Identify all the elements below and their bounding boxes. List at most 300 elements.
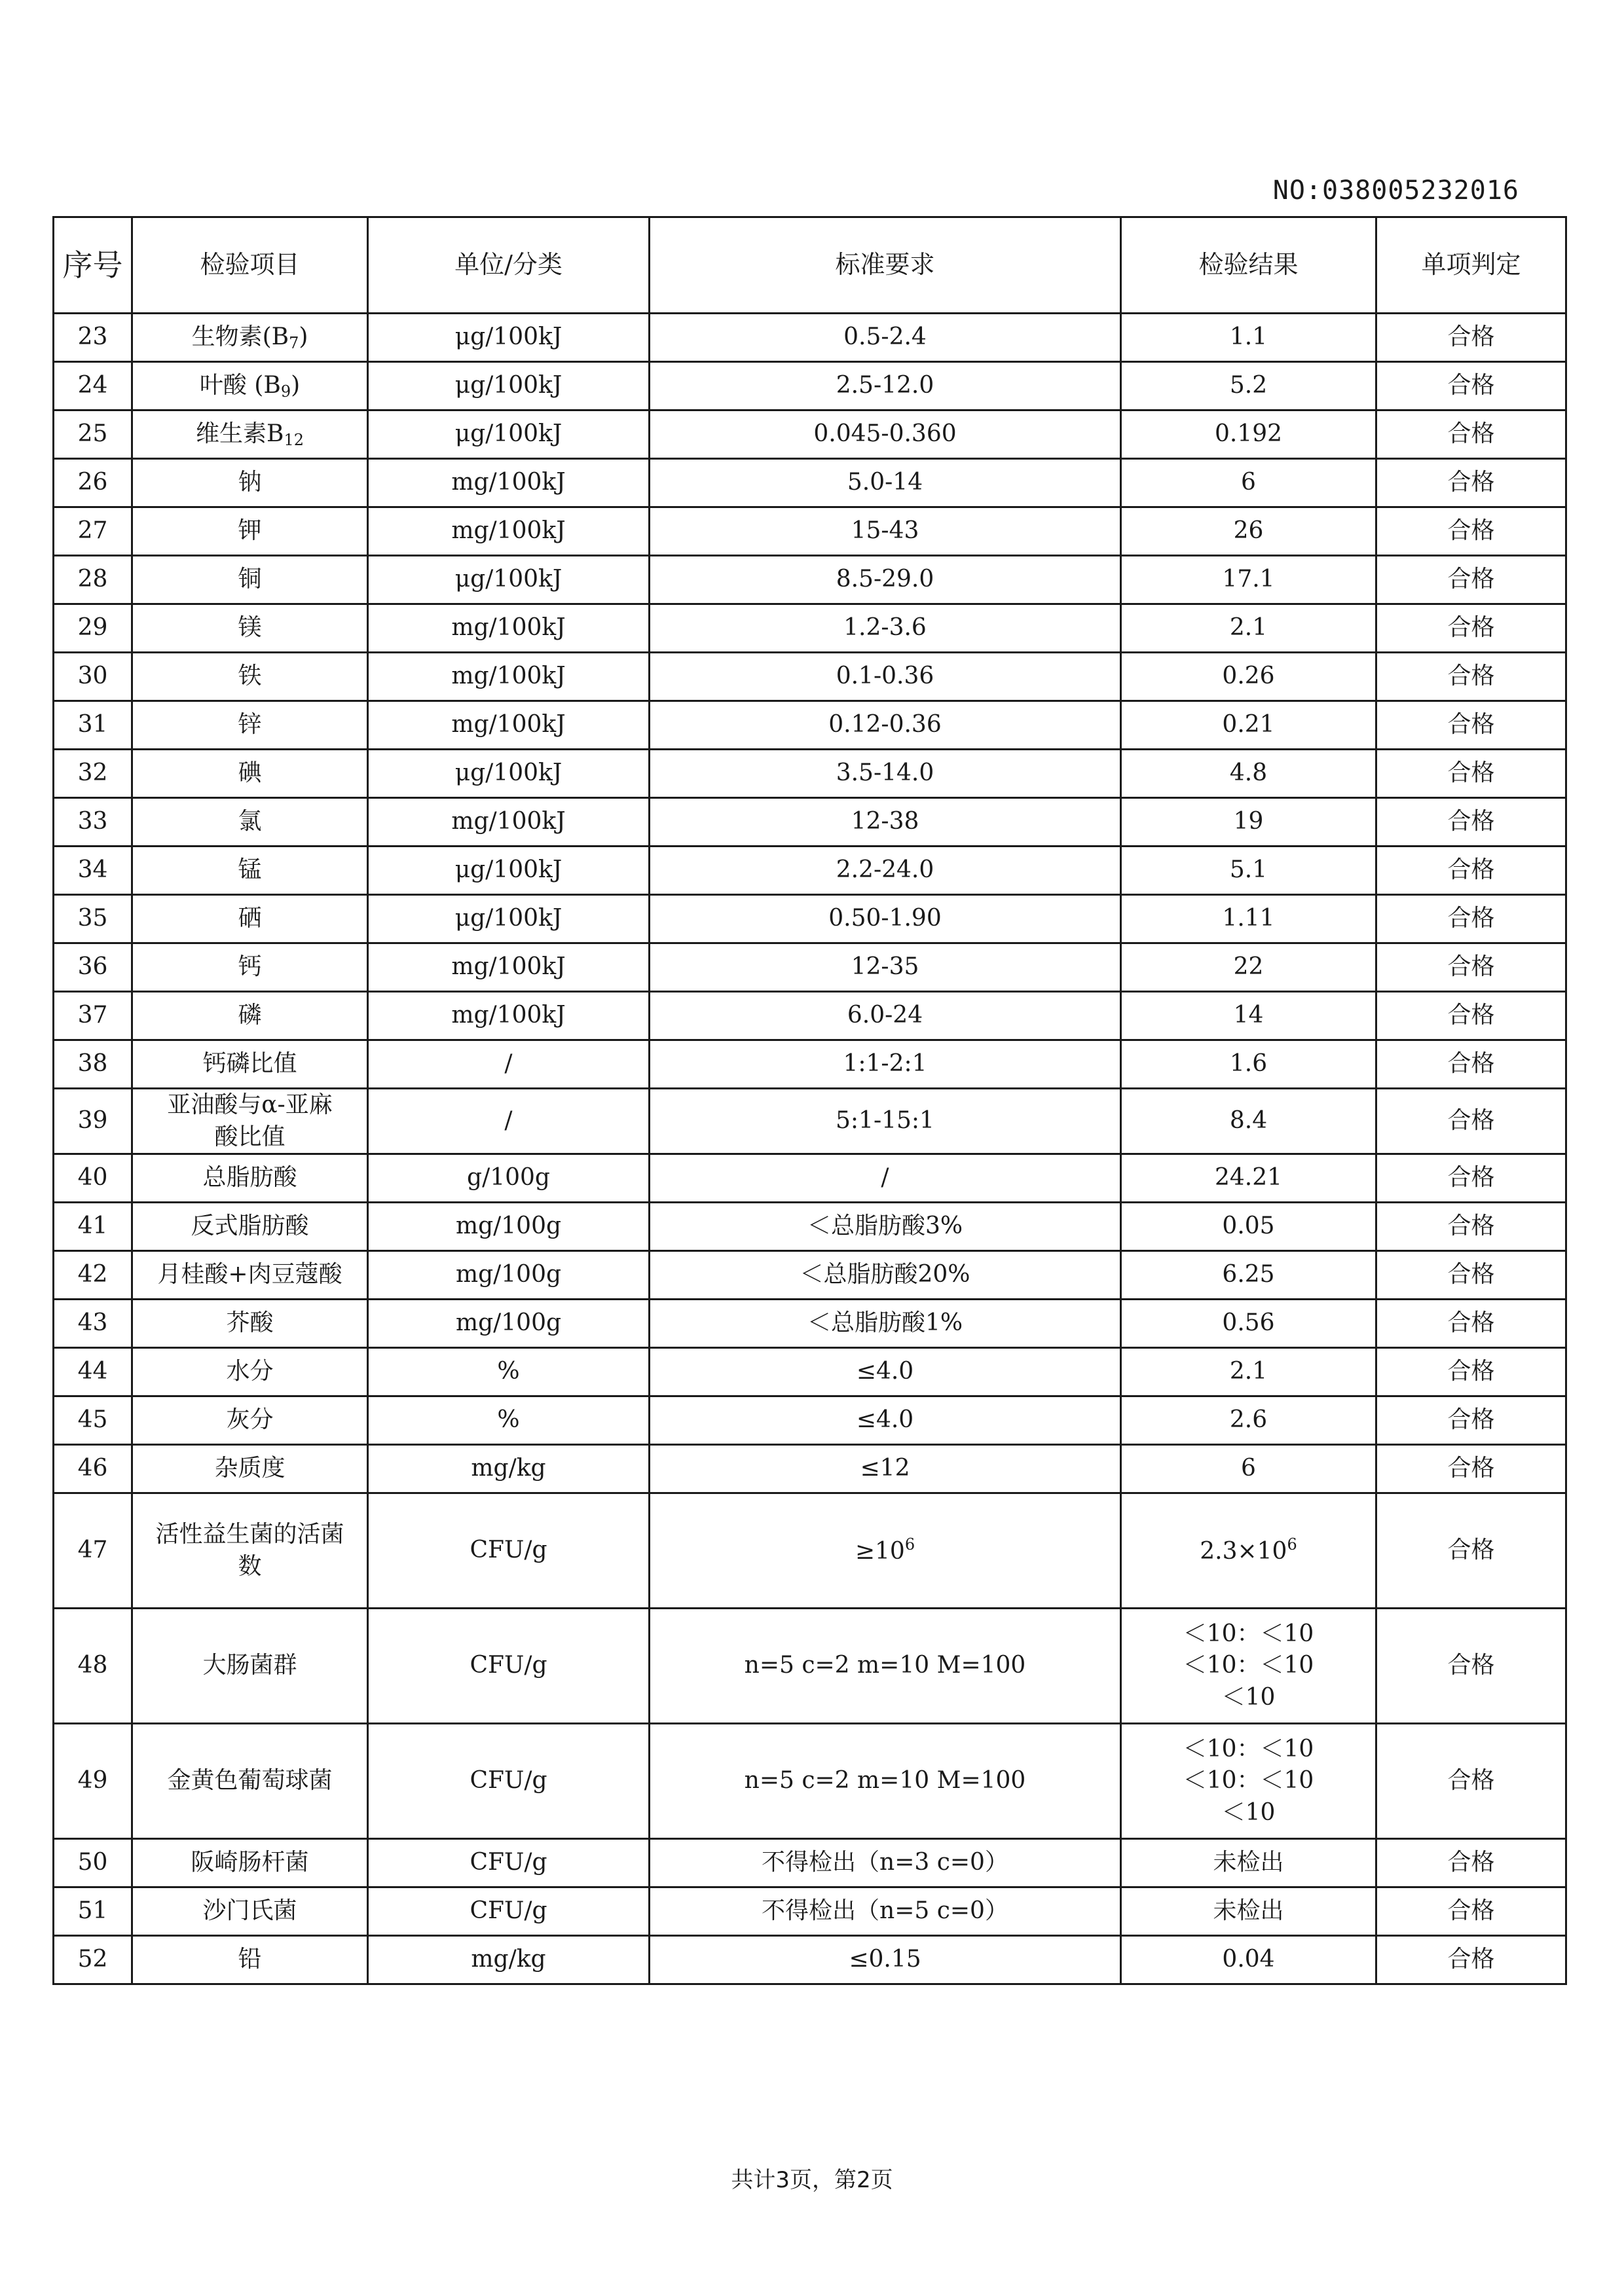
unit-text: mg/kg <box>471 1455 546 1482</box>
cell-seq <box>54 1396 132 1445</box>
table-row <box>54 362 1566 410</box>
cell-seq <box>54 1609 132 1724</box>
table-row <box>54 1887 1566 1936</box>
header-seq: 序号 <box>54 217 132 314</box>
cell-unit <box>368 847 650 895</box>
cell-judgement <box>1376 1251 1566 1300</box>
table-row <box>54 1724 1566 1839</box>
unit-text: mg/100kJ <box>451 663 566 690</box>
unit-text: mg/100g <box>455 1212 562 1240</box>
item-text: 铅 <box>238 1946 262 1973</box>
cell-unit <box>368 1493 650 1609</box>
item-text: 活性益生菌的活菌 <box>155 1521 344 1548</box>
cell-seq <box>54 362 132 410</box>
cell-unit <box>368 459 650 507</box>
unit-text: CFU/g <box>470 1537 547 1564</box>
item-text: 月桂酸+肉豆蔻酸 <box>157 1261 342 1288</box>
result-text: 1.11 <box>1222 905 1275 932</box>
cell-unit <box>368 1396 650 1445</box>
unit-text: % <box>497 1358 520 1385</box>
cell-seq <box>54 798 132 847</box>
judgement-text: 合格 <box>1447 1164 1495 1192</box>
item-subscript: 7 <box>289 333 299 352</box>
item-text-line2: 数 <box>238 1552 262 1580</box>
cell-result <box>1121 362 1376 410</box>
seq-text: 34 <box>77 856 108 884</box>
standard-text: 1:1-2:1 <box>843 1050 927 1078</box>
cell-unit <box>368 1724 650 1839</box>
cell-judgement <box>1376 1445 1566 1493</box>
unit-text: g/100g <box>467 1164 550 1192</box>
cell-result <box>1121 1839 1376 1887</box>
unit-text: μg/100kJ <box>454 856 563 884</box>
cell-item <box>132 1040 368 1089</box>
unit-text: mg/100kJ <box>451 953 566 981</box>
header-unit: 单位/分类 <box>368 217 650 314</box>
cell-judgement <box>1376 1936 1566 1984</box>
seq-text: 33 <box>77 808 108 835</box>
cell-item <box>132 750 368 798</box>
table-row <box>54 653 1566 701</box>
cell-item <box>132 410 368 459</box>
result-text: 0.04 <box>1222 1946 1275 1973</box>
cell-result <box>1121 653 1376 701</box>
unit-text: mg/100kJ <box>451 469 566 496</box>
cell-result <box>1121 798 1376 847</box>
judgement-text: 合格 <box>1447 1767 1495 1795</box>
result-text: 17.1 <box>1222 566 1275 593</box>
cell-result <box>1121 459 1376 507</box>
report-number: NO:038005232016 <box>1272 175 1519 206</box>
standard-text: 5.0-14 <box>847 469 923 496</box>
cell-seq <box>54 1348 132 1396</box>
cell-unit <box>368 1839 650 1887</box>
result-text: 未检出 <box>1213 1897 1284 1925</box>
standard-text: n=5 c=2 m=10 M=100 <box>744 1652 1026 1679</box>
table-row <box>54 1609 1566 1724</box>
cell-unit <box>368 1936 650 1984</box>
result-text: 0.26 <box>1222 663 1275 690</box>
judgement-text: 合格 <box>1447 1455 1495 1482</box>
cell-unit <box>368 701 650 750</box>
cell-standard <box>650 1040 1121 1089</box>
standard-text: ＜总脂肪酸1% <box>807 1309 963 1337</box>
cell-judgement <box>1376 943 1566 992</box>
table-row <box>54 847 1566 895</box>
seq-text: 43 <box>77 1309 108 1337</box>
cell-judgement <box>1376 362 1566 410</box>
cell-item <box>132 459 368 507</box>
result-line: ＜10：＜10 <box>1183 1620 1314 1647</box>
result-line: ＜10 <box>1221 1683 1276 1711</box>
table-row <box>54 1300 1566 1348</box>
standard-text: 0.5-2.4 <box>843 323 927 351</box>
unit-text: mg/100kJ <box>451 808 566 835</box>
seq-text: 51 <box>77 1897 108 1925</box>
seq-text: 48 <box>77 1652 108 1679</box>
item-text: 总脂肪酸 <box>202 1164 297 1192</box>
judgement-text: 合格 <box>1447 905 1495 932</box>
unit-text: CFU/g <box>470 1897 547 1925</box>
cell-standard <box>650 1887 1121 1936</box>
cell-standard <box>650 798 1121 847</box>
judgement-text: 合格 <box>1447 420 1495 448</box>
cell-judgement <box>1376 750 1566 798</box>
table-row <box>54 1203 1566 1251</box>
cell-result <box>1121 943 1376 992</box>
unit-text: mg/100g <box>455 1261 562 1288</box>
cell-result <box>1121 1493 1376 1609</box>
cell-standard <box>650 943 1121 992</box>
cell-standard <box>650 459 1121 507</box>
cell-judgement <box>1376 1300 1566 1348</box>
table-row <box>54 943 1566 992</box>
item-text: 生物素(B <box>191 323 289 350</box>
cell-item <box>132 653 368 701</box>
cell-judgement <box>1376 1348 1566 1396</box>
seq-text: 30 <box>77 663 108 690</box>
table-row <box>54 459 1566 507</box>
item-text: 金黄色葡萄球菌 <box>167 1767 333 1795</box>
cell-item <box>132 1396 368 1445</box>
table-row <box>54 1040 1566 1089</box>
result-line: ＜10：＜10 <box>1183 1735 1314 1762</box>
cell-seq <box>54 1839 132 1887</box>
item-text: 钙磷比值 <box>202 1050 297 1078</box>
unit-text: mg/100g <box>455 1309 562 1337</box>
item-text-line2: 酸比值 <box>214 1123 286 1150</box>
seq-text: 46 <box>77 1455 108 1482</box>
standard-text: 8.5-29.0 <box>836 566 934 593</box>
table-row <box>54 1396 1566 1445</box>
cell-unit <box>368 653 650 701</box>
unit-text: mg/100kJ <box>451 517 566 545</box>
seq-text: 28 <box>77 566 108 593</box>
cell-seq <box>54 1445 132 1493</box>
cell-judgement <box>1376 507 1566 556</box>
header-result: 检验结果 <box>1121 217 1376 314</box>
cell-judgement <box>1376 1089 1566 1154</box>
unit-text: μg/100kJ <box>454 420 563 448</box>
judgement-text: 合格 <box>1447 1107 1495 1135</box>
item-text: 反式脂肪酸 <box>191 1212 309 1240</box>
item-text: 铜 <box>238 566 262 593</box>
cell-judgement <box>1376 1839 1566 1887</box>
result-text: 19 <box>1233 808 1264 835</box>
cell-unit <box>368 798 650 847</box>
cell-result <box>1121 410 1376 459</box>
cell-judgement <box>1376 798 1566 847</box>
seq-text: 45 <box>77 1406 108 1434</box>
unit-text: CFU/g <box>470 1849 547 1876</box>
result-text: 24.21 <box>1214 1164 1283 1192</box>
cell-result <box>1121 1089 1376 1154</box>
result-text: 5.2 <box>1229 372 1268 399</box>
unit-text: mg/kg <box>471 1946 546 1973</box>
cell-judgement <box>1376 847 1566 895</box>
cell-seq <box>54 507 132 556</box>
cell-seq <box>54 1724 132 1839</box>
seq-text: 23 <box>77 323 108 351</box>
table-row <box>54 992 1566 1040</box>
standard-text: 不得检出（n=5 c=0） <box>762 1897 1008 1925</box>
cell-standard <box>650 507 1121 556</box>
seq-text: 35 <box>77 905 108 932</box>
cell-standard <box>650 1154 1121 1203</box>
cell-judgement <box>1376 1396 1566 1445</box>
cell-judgement <box>1376 701 1566 750</box>
standard-text: ≤4.0 <box>856 1358 914 1385</box>
cell-result <box>1121 992 1376 1040</box>
cell-result <box>1121 1154 1376 1203</box>
judgement-text: 合格 <box>1447 517 1495 545</box>
cell-seq <box>54 847 132 895</box>
cell-standard <box>650 1609 1121 1724</box>
cell-judgement <box>1376 1887 1566 1936</box>
unit-text: CFU/g <box>470 1767 547 1795</box>
standard-text: n=5 c=2 m=10 M=100 <box>744 1767 1026 1795</box>
cell-item <box>132 1609 368 1724</box>
standard-text: 2.2-24.0 <box>836 856 934 884</box>
cell-item <box>132 556 368 604</box>
unit-text: mg/100kJ <box>451 1002 566 1029</box>
item-text: 维生素B <box>195 420 284 447</box>
table-row <box>54 1445 1566 1493</box>
cell-unit <box>368 314 650 362</box>
cell-result <box>1121 314 1376 362</box>
standard-text: 2.5-12.0 <box>836 372 934 399</box>
result-text: 6 <box>1241 1455 1256 1482</box>
standard-superscript: 6 <box>904 1535 915 1554</box>
seq-text: 24 <box>77 372 108 399</box>
judgement-text: 合格 <box>1447 1946 1495 1973</box>
judgement-text: 合格 <box>1447 1406 1495 1434</box>
cell-standard <box>650 1300 1121 1348</box>
cell-judgement <box>1376 410 1566 459</box>
cell-result <box>1121 1396 1376 1445</box>
table-row <box>54 1839 1566 1887</box>
item-subscript: 9 <box>280 382 291 401</box>
cell-result <box>1121 1936 1376 1984</box>
result-text: 0.192 <box>1214 420 1283 448</box>
item-text: 钾 <box>238 517 262 545</box>
seq-text: 49 <box>77 1767 108 1795</box>
item-text: 灰分 <box>226 1406 274 1434</box>
standard-text: 12-35 <box>851 953 919 981</box>
cell-standard <box>650 410 1121 459</box>
seq-text: 50 <box>77 1849 108 1876</box>
seq-text: 41 <box>77 1212 108 1240</box>
unit-text: μg/100kJ <box>454 905 563 932</box>
cell-judgement <box>1376 459 1566 507</box>
standard-text: 15-43 <box>851 517 919 545</box>
cell-item <box>132 1839 368 1887</box>
cell-seq <box>54 943 132 992</box>
seq-text: 47 <box>77 1537 108 1564</box>
unit-text: mg/100kJ <box>451 614 566 642</box>
cell-unit <box>368 604 650 653</box>
cell-seq <box>54 1493 132 1609</box>
standard-text: ≤4.0 <box>856 1406 914 1434</box>
cell-standard <box>650 750 1121 798</box>
cell-unit <box>368 1251 650 1300</box>
result-text: 1.1 <box>1229 323 1268 351</box>
cell-unit <box>368 1154 650 1203</box>
cell-result <box>1121 556 1376 604</box>
judgement-text: 合格 <box>1447 953 1495 981</box>
cell-item <box>132 847 368 895</box>
result-text: 6 <box>1241 469 1256 496</box>
item-text: 亚油酸与α-亚麻 <box>167 1091 333 1118</box>
result-line: ＜10 <box>1221 1798 1276 1826</box>
cell-item <box>132 604 368 653</box>
cell-result <box>1121 1724 1376 1839</box>
item-text: 铁 <box>238 663 262 690</box>
cell-item <box>132 1300 368 1348</box>
seq-text: 37 <box>77 1002 108 1029</box>
cell-result <box>1121 1887 1376 1936</box>
result-text: 未检出 <box>1213 1849 1284 1876</box>
cell-item <box>132 1936 368 1984</box>
page-footer: 共计3页，第2页 <box>731 2167 893 2193</box>
standard-text: ≤12 <box>860 1455 910 1482</box>
standard-text: 0.12-0.36 <box>828 711 942 738</box>
cell-unit <box>368 1348 650 1396</box>
cell-result <box>1121 1609 1376 1724</box>
result-text: 2.6 <box>1229 1406 1268 1434</box>
judgement-text: 合格 <box>1447 808 1495 835</box>
result-line: ＜10：＜10 <box>1183 1652 1314 1679</box>
cell-result <box>1121 1348 1376 1396</box>
seq-text: 27 <box>77 517 108 545</box>
cell-standard <box>650 556 1121 604</box>
seq-text: 39 <box>77 1107 108 1135</box>
table-row <box>54 701 1566 750</box>
cell-result <box>1121 1251 1376 1300</box>
inspection-table <box>52 216 1567 1985</box>
cell-seq <box>54 314 132 362</box>
cell-item <box>132 895 368 943</box>
cell-unit <box>368 1203 650 1251</box>
standard-text: ＜总脂肪酸20% <box>800 1261 970 1288</box>
cell-judgement <box>1376 604 1566 653</box>
judgement-text: 合格 <box>1447 1050 1495 1078</box>
cell-item <box>132 943 368 992</box>
item-text: 阪崎肠杆菌 <box>191 1849 309 1876</box>
judgement-text: 合格 <box>1447 856 1495 884</box>
seq-text: 36 <box>77 953 108 981</box>
item-text: 沙门氏菌 <box>202 1897 297 1925</box>
result-text: 1.6 <box>1229 1050 1268 1078</box>
cell-unit <box>368 1887 650 1936</box>
cell-standard <box>650 362 1121 410</box>
table-row <box>54 507 1566 556</box>
cell-unit <box>368 410 650 459</box>
cell-item <box>132 507 368 556</box>
standard-text: 0.1-0.36 <box>836 663 934 690</box>
unit-text: μg/100kJ <box>454 566 563 593</box>
cell-standard <box>650 1445 1121 1493</box>
cell-judgement <box>1376 1724 1566 1839</box>
cell-seq <box>54 1154 132 1203</box>
table-row <box>54 556 1566 604</box>
unit-text: mg/100kJ <box>451 711 566 738</box>
judgement-text: 合格 <box>1447 323 1495 351</box>
standard-text: 5:1-15:1 <box>836 1107 934 1135</box>
cell-item <box>132 992 368 1040</box>
item-text: 芥酸 <box>226 1309 274 1337</box>
standard-text: 12-38 <box>851 808 919 835</box>
table-row <box>54 1089 1566 1154</box>
cell-unit <box>368 1300 650 1348</box>
cell-result <box>1121 1445 1376 1493</box>
cell-standard <box>650 1251 1121 1300</box>
judgement-text: 合格 <box>1447 1309 1495 1337</box>
cell-unit <box>368 1040 650 1089</box>
judgement-text: 合格 <box>1447 372 1495 399</box>
cell-standard <box>650 653 1121 701</box>
cell-seq <box>54 895 132 943</box>
judgement-text: 合格 <box>1447 1261 1495 1288</box>
item-text: 大肠菌群 <box>202 1652 297 1679</box>
result-text: 5.1 <box>1229 856 1268 884</box>
cell-judgement <box>1376 895 1566 943</box>
cell-unit <box>368 1609 650 1724</box>
standard-text: / <box>881 1164 889 1192</box>
item-text: 磷 <box>238 1002 262 1029</box>
cell-judgement <box>1376 653 1566 701</box>
cell-unit <box>368 992 650 1040</box>
judgement-text: 合格 <box>1447 1358 1495 1385</box>
cell-item <box>132 1493 368 1609</box>
cell-judgement <box>1376 1154 1566 1203</box>
cell-item <box>132 701 368 750</box>
judgement-text: 合格 <box>1447 1212 1495 1240</box>
judgement-text: 合格 <box>1447 1652 1495 1679</box>
cell-unit <box>368 1089 650 1154</box>
cell-unit <box>368 1445 650 1493</box>
result-text: 4.8 <box>1229 759 1268 787</box>
cell-seq <box>54 1251 132 1300</box>
unit-text: / <box>504 1050 513 1078</box>
standard-text: 6.0-24 <box>847 1002 923 1029</box>
cell-result <box>1121 895 1376 943</box>
result-text: 0.21 <box>1222 711 1275 738</box>
cell-seq <box>54 750 132 798</box>
item-text: 水分 <box>226 1358 274 1385</box>
cell-unit <box>368 895 650 943</box>
cell-seq <box>54 1300 132 1348</box>
seq-text: 38 <box>77 1050 108 1078</box>
header-item: 检验项目 <box>132 217 368 314</box>
cell-standard <box>650 604 1121 653</box>
cell-standard <box>650 1203 1121 1251</box>
table-row <box>54 750 1566 798</box>
standard-text: ＜总脂肪酸3% <box>807 1212 963 1240</box>
cell-seq <box>54 410 132 459</box>
cell-result <box>1121 604 1376 653</box>
cell-judgement <box>1376 1203 1566 1251</box>
cell-seq <box>54 604 132 653</box>
item-text: 钠 <box>238 469 262 496</box>
seq-text: 40 <box>77 1164 108 1192</box>
item-text: 钙 <box>238 953 262 981</box>
cell-item <box>132 1445 368 1493</box>
result-text: 22 <box>1233 953 1264 981</box>
table-row <box>54 1936 1566 1984</box>
item-text: 氯 <box>238 808 262 835</box>
table-row <box>54 1251 1566 1300</box>
